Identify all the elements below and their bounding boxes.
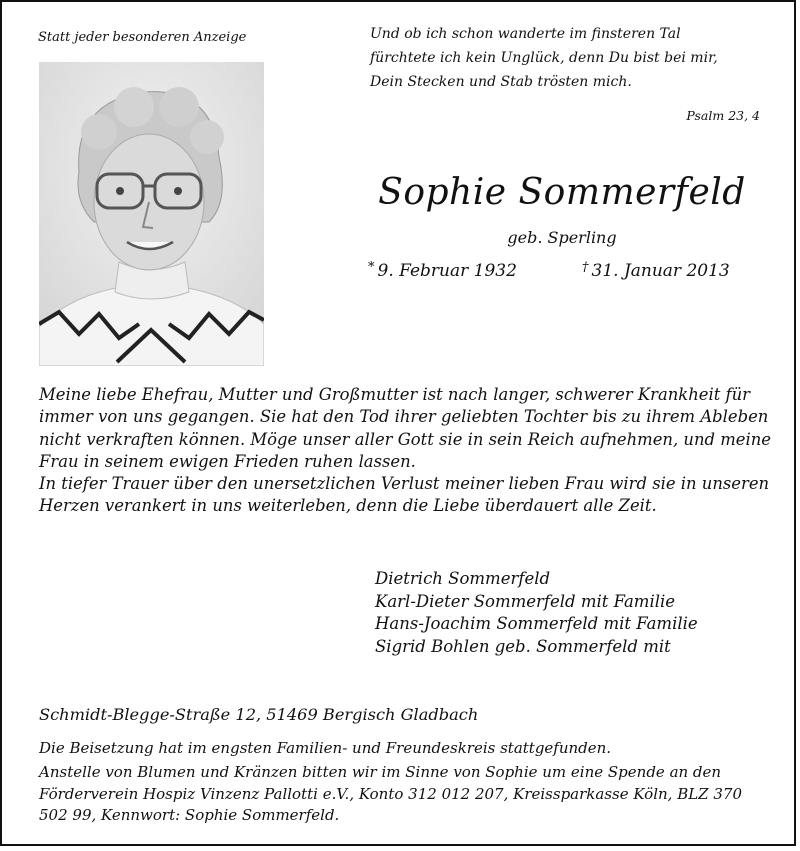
mourner-name: Karl-Dieter Sommerfeld mit Familie	[375, 591, 676, 611]
portrait-photo	[39, 62, 264, 366]
donation-note: Anstelle von Blumen und Kränzen bitten wir im Sinne von Sophie um eine Spende an den Förderverein Hospiz Vinzenz Pallotti e.V., Konto 312 012 207, Kreissparkasse Köln, BLZ 370 502 99, Kennwort: Sophie Sommerfeld.	[39, 763, 743, 824]
mourner-name: Sigrid Bohlen geb. Sommerfeld mit	[375, 636, 671, 656]
death-symbol: †	[582, 260, 589, 275]
birth-date: 9. Februar 1932	[377, 261, 517, 281]
death-date: 31. Januar 2013	[591, 261, 730, 281]
text-paragraph: In tiefer Trauer über den unersetzlichen Verlust meiner lieben Frau wird sie in unseren Herzen verankert in uns weiterleben, denn die Liebe überdauert alle Zeit.	[39, 474, 770, 516]
birth-date-line	[368, 260, 517, 281]
verse-line: Dein Stecken und Stab trösten mich.	[370, 74, 632, 90]
mourners-list	[375, 568, 698, 658]
verse-reference: Psalm 23, 4	[686, 108, 760, 123]
text-paragraph: Meine liebe Ehefrau, Mutter und Großmutter ist nach langer, schwerer Krankheit für immer von uns gegangen. Sie hat den Tod ihrer geliebten Tochter bis zu ihrem Ableben nicht verkraften können. Möge unser aller Gott sie in sein Reich aufnehmen, und meine Frau in seinem ewigen Frieden ruhen lassen.	[39, 385, 771, 471]
mourner-name: Hans-Joachim Sommerfeld mit Familie	[375, 614, 698, 633]
portrait-illustration	[39, 62, 264, 366]
verse-line: fürchtete ich kein Unglück, denn Du bist bei mir,	[370, 50, 718, 66]
burial-note: Die Beisetzung hat im engsten Familien- und Freundeskreis stattgefunden.	[39, 739, 612, 757]
maiden-name: geb. Sperling	[507, 228, 617, 247]
obituary-text	[39, 384, 774, 518]
deceased-name: Sophie Sommerfeld	[378, 172, 746, 213]
address-line: Schmidt-Blegge-Straße 12, 51469 Bergisch Gladbach	[39, 705, 479, 724]
bible-verse	[370, 22, 770, 94]
verse-line: Und ob ich schon wanderte im finsteren Tal	[370, 26, 681, 42]
birth-symbol: *	[368, 260, 375, 275]
death-date-line	[582, 260, 730, 281]
mourner-name: Dietrich Sommerfeld	[375, 569, 551, 588]
intro-line: Statt jeder besonderen Anzeige	[38, 30, 247, 45]
